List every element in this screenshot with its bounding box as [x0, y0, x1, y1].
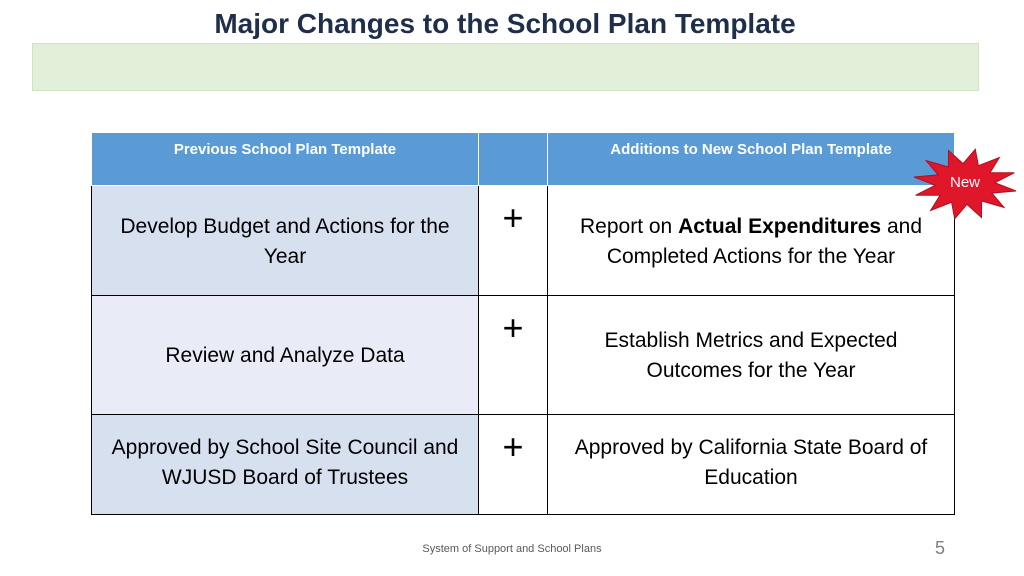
header-previous-template: Previous School Plan Template — [92, 133, 479, 186]
title-bar — [32, 43, 979, 91]
comparison-table — [91, 132, 955, 515]
new-item-emphasis: Actual Expenditures — [678, 215, 882, 238]
previous-item: Approved by School Site Council and WJUSD Board of Trustees — [92, 415, 479, 515]
footer-text: System of Support and School Plans — [422, 543, 602, 555]
plus-sign: + — [479, 186, 548, 296]
new-badge-label: New — [949, 174, 980, 191]
table-header-row — [92, 133, 955, 186]
plus-sign: + — [479, 415, 548, 515]
page-number: 5 — [934, 538, 945, 558]
header-middle — [479, 133, 548, 186]
new-item-text-start: Report on — [580, 215, 679, 238]
table-row — [92, 415, 955, 515]
slide-title: Major Changes to the School Plan Template — [214, 8, 796, 39]
new-item-text-end: and Completed Actions for the Year — [606, 215, 922, 268]
previous-item: Develop Budget and Actions for the Year — [92, 186, 479, 296]
table-row — [92, 186, 955, 296]
plus-sign: + — [479, 296, 548, 415]
new-item: Approved by California State Board of Education — [548, 415, 955, 515]
new-item — [548, 186, 955, 296]
new-item: Establish Metrics and Expected Outcomes for the Year — [548, 296, 955, 415]
table-row — [92, 296, 955, 415]
previous-item: Review and Analyze Data — [92, 296, 479, 415]
header-new-template: Additions to New School Plan Template — [548, 133, 955, 186]
